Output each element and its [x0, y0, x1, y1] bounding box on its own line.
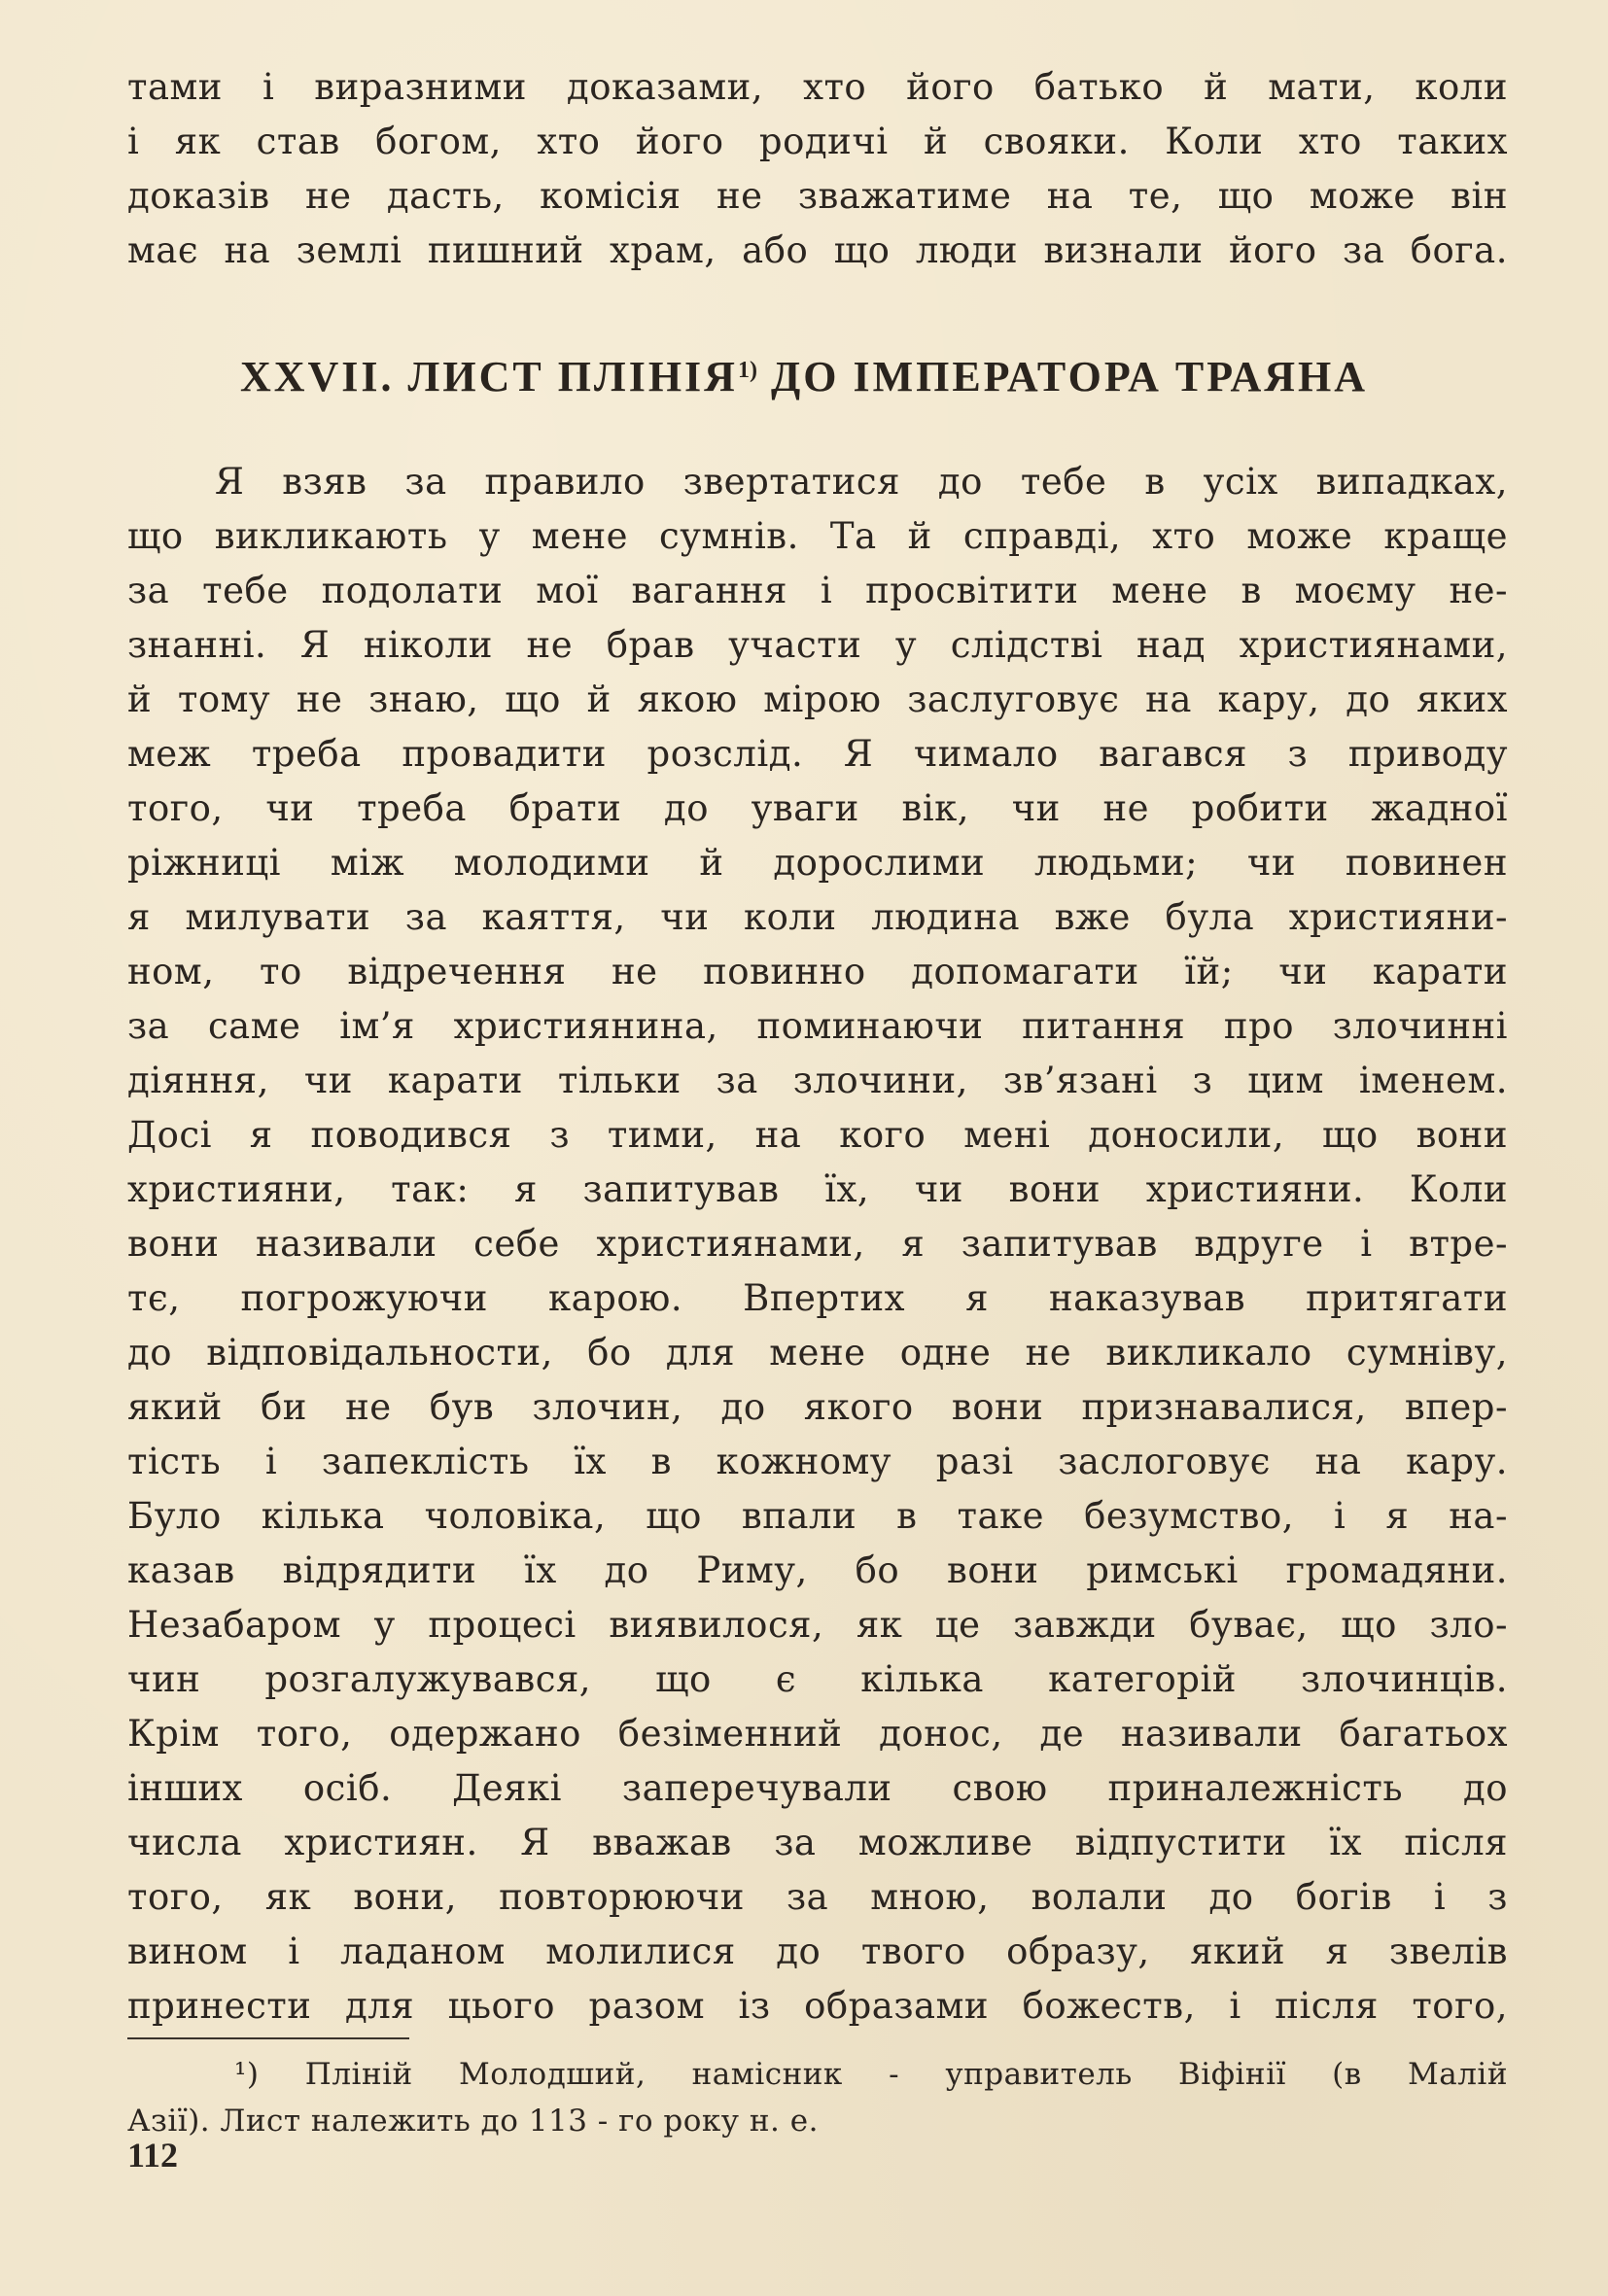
- text-line: того, як вони, повторюючи за мною, волали до богів і з: [127, 1876, 1508, 1918]
- heading-footnote-mark: 1): [737, 358, 757, 383]
- page-number: 112: [127, 2136, 179, 2174]
- text-line: вони називали себе християнами, я запитував вдруге і втре-: [127, 1223, 1508, 1265]
- text-line: Крім того, одержано безіменний донос, де називали багатьох: [127, 1713, 1508, 1755]
- footnote-line: Азії). Лист належить до 113 - го року н. е.: [127, 2104, 819, 2139]
- heading-text-before: XXVII. ЛИСТ ПЛІНІЯ: [239, 353, 738, 400]
- text-line: християни, так: я запитував їх, чи вони християни. Коли: [127, 1168, 1508, 1210]
- text-line: того, чи треба брати до уваги вік, чи не робити жадної: [127, 787, 1508, 829]
- text-line: діяння, чи карати тільки за злочини, зв’язані з цим іменем.: [127, 1060, 1508, 1101]
- heading-text-after: ДО ІМПЕРАТОРА ТРАЯНА: [756, 353, 1368, 400]
- text-line: тість і запеклість їх в кожному разі заслоговує на кару.: [127, 1441, 1508, 1482]
- text-line: ном, то відречення не повинно допомагати їй; чи карати: [127, 951, 1508, 992]
- text-line: Незабаром у процесі виявилося, як це завжди буває, що зло-: [127, 1604, 1508, 1646]
- text-line: доказів не дасть, комісія не зважатиме на те, що може він: [127, 175, 1508, 217]
- letter-body: [127, 455, 1508, 2034]
- text-line: тами і виразними доказами, хто його батько й мати, коли: [127, 66, 1508, 108]
- footnote-line: ¹) Пліній Молодший, намісник - управитель Віфінії (в Малій: [234, 2057, 1508, 2092]
- text-line: меж треба провадити розслід. Я чимало вагався з приводу: [127, 733, 1508, 775]
- text-line: ріжниці між молодими й дорослими людьми; чи повинен: [127, 842, 1508, 884]
- text-line: чин розгалужувався, що є кілька категорій злочинців.: [127, 1658, 1508, 1700]
- text-line: тє, погрожуючи карою. Впертих я наказував притягати: [127, 1277, 1508, 1319]
- text-line: числа християн. Я вважав за можливе відпустити їх після: [127, 1822, 1508, 1863]
- text-line: знанні. Я ніколи не брав участи у слідстві над християнами,: [127, 624, 1508, 666]
- text-line: має на землі пишний храм, або що люди визнали його за бога.: [127, 229, 1508, 271]
- footnote: [127, 2051, 1508, 2144]
- text-line: Досі я поводився з тими, на кого мені доносили, що вони: [127, 1114, 1508, 1156]
- text-line: вином і ладаном молилися до твого образу, який я звелів: [127, 1931, 1508, 1972]
- text-line: інших осіб. Деякі заперечували свою приналежність до: [127, 1767, 1508, 1809]
- text-line: Було кілька чоловіка, що впали в таке безумство, і я на-: [127, 1495, 1508, 1537]
- text-line: до відповідальности, бо для мене одне не викликало сумніву,: [127, 1332, 1508, 1374]
- text-line: казав відрядити їх до Риму, бо вони римські громадяни.: [127, 1549, 1508, 1591]
- text-line: за тебе подолати мої вагання і просвітити мене в моєму не-: [127, 570, 1508, 611]
- intro-paragraph: [127, 60, 1508, 278]
- text-line: й тому не знаю, що й якою мірою заслуговує на кару, до яких: [127, 678, 1508, 720]
- text-line: який би не був злочин, до якого вони признавалися, впер-: [127, 1386, 1508, 1428]
- text-line: за саме ім’я християнина, поминаючи питання про злочинні: [127, 1005, 1508, 1047]
- text-line: принести для цього разом із образами божеств, і після того,: [127, 1985, 1508, 2027]
- text-line: я милувати за каяття, чи коли людина вже була християни-: [127, 896, 1508, 938]
- text-line: Я взяв за правило звертатися до тебе в усіх випадках,: [215, 461, 1508, 503]
- section-heading: [0, 352, 1608, 401]
- text-line: що викликають у мене сумнів. Та й справді, хто може краще: [127, 515, 1508, 557]
- text-line: і як став богом, хто його родичі й свояки. Коли хто таких: [127, 121, 1508, 162]
- footnote-divider: [127, 2037, 409, 2039]
